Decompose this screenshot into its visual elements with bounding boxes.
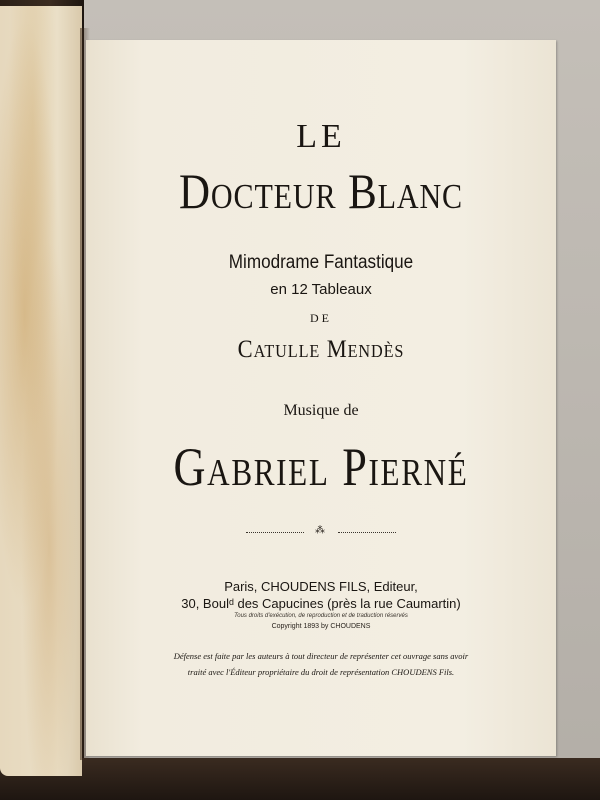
publisher-line: Paris, CHOUDENS FILS, Editeur, <box>224 579 418 594</box>
left-flyleaf <box>0 6 82 776</box>
ornament-line-left <box>246 532 304 533</box>
book-cover-bottom <box>0 758 600 800</box>
ornament-divider <box>246 525 396 538</box>
author-preposition: DE <box>310 311 332 325</box>
music-by-label: Musique de <box>283 402 359 419</box>
subtitle-tableaux: en 12 Tableaux <box>270 281 372 298</box>
title-article: LE <box>296 118 346 155</box>
ornament-center: ⁂ <box>315 525 327 536</box>
ornament-line-right <box>338 532 396 533</box>
author-name: Catulle Mendès <box>237 336 405 363</box>
legal-notice-line-1: Défense est faite par les auteurs à tout directeur de représenter cet ouvrage sans avoir <box>173 651 469 661</box>
title-page <box>86 40 556 756</box>
copyright-notice: Copyright 1893 by CHOUDENS <box>271 623 371 630</box>
subtitle: Mimodrame Fantastique <box>228 252 414 273</box>
composer-name: Gabriel Pierné <box>173 437 469 497</box>
rights-notice: Tous droits d'exécution, de reproduction et de traduction réservés <box>234 613 408 619</box>
title-main: Docteur Blanc <box>178 163 463 219</box>
publisher-address: 30, Boulᵈ des Capucines (près la rue Caumartin) <box>181 596 461 611</box>
legal-notice-line-2: traité avec l'Éditeur propriétaire du droit de représentation CHOUDENS Fils. <box>187 667 455 677</box>
